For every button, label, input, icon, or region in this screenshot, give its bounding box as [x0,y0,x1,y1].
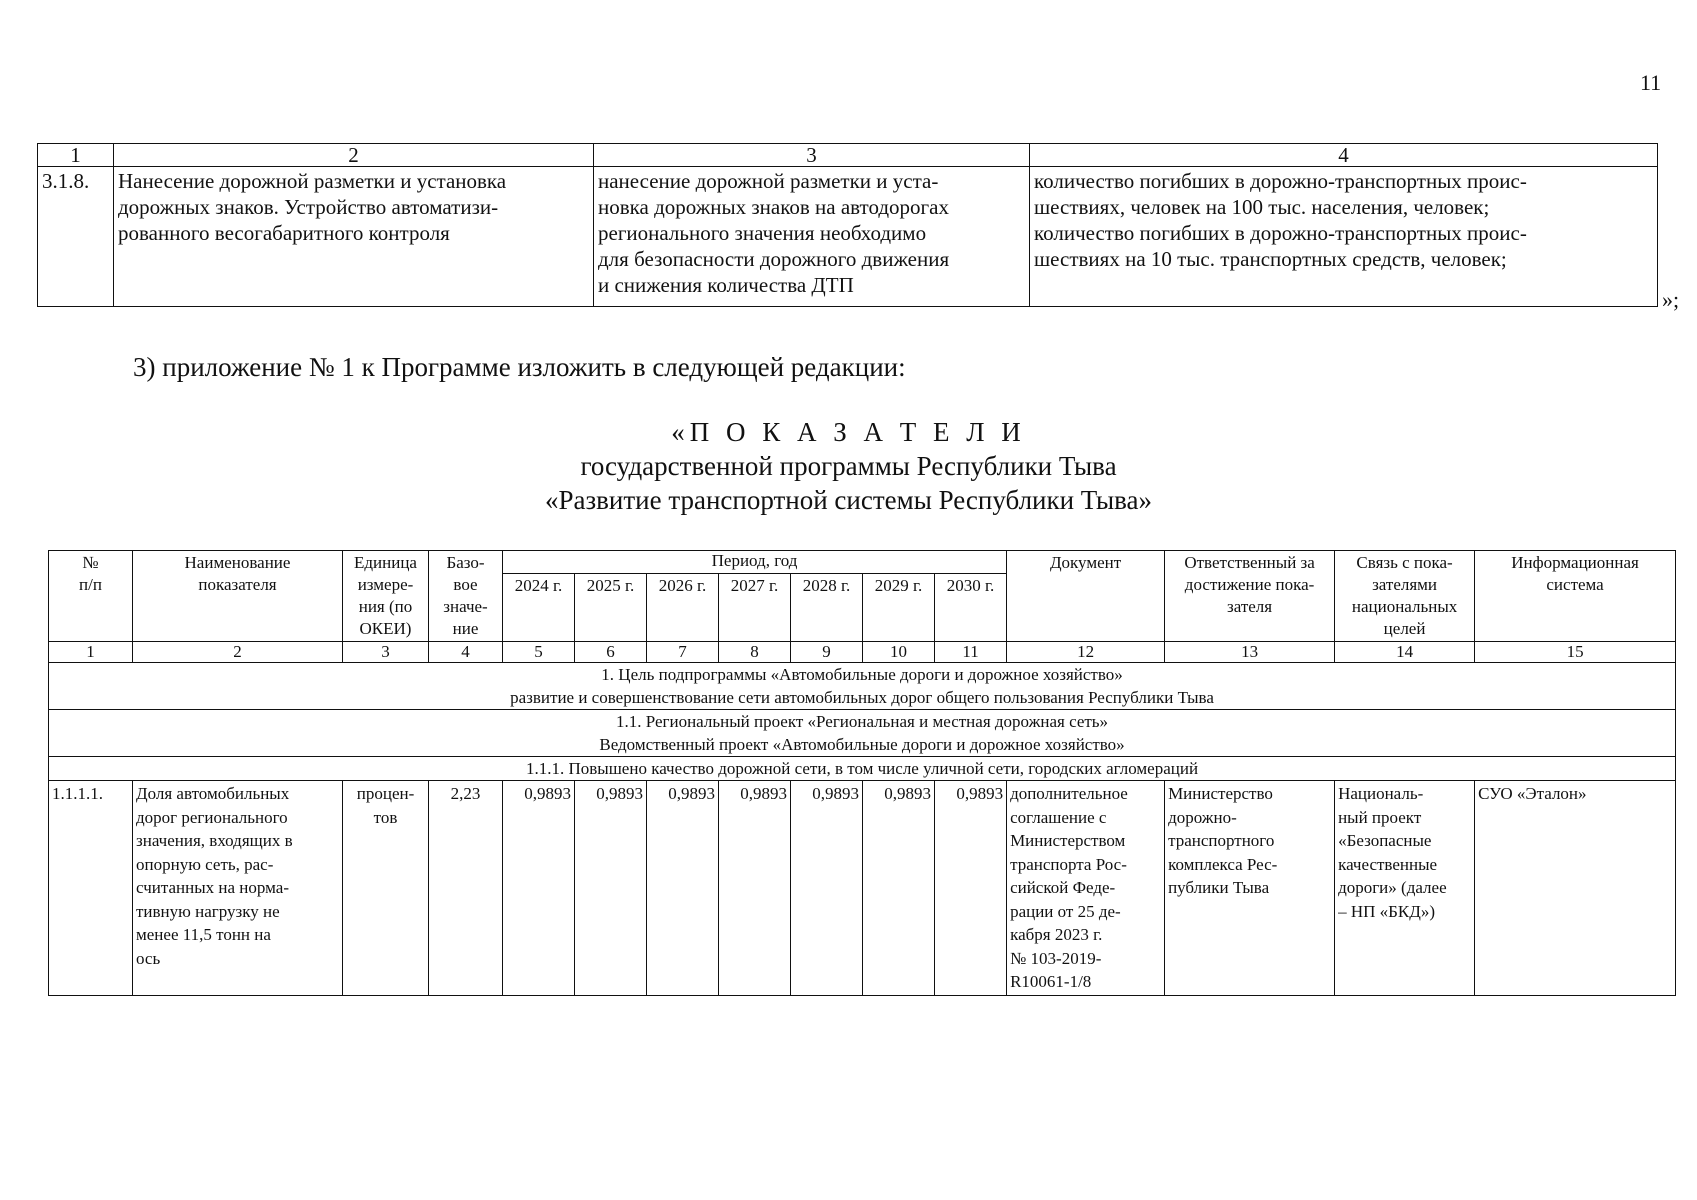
text-line: Доля автомобильных [136,784,290,803]
indicators-table [48,550,1676,996]
year-header: 2024 г. [503,574,575,642]
title-line: «П О К А З А Т Е Л И [671,417,1026,447]
link-cell [1335,781,1475,996]
text-line: шествиях, человек на 100 тыс. населения, человек; [1034,195,1490,219]
text-line: количество погибших в дорожно-транспортных проис- [1034,221,1527,245]
text-line: дорожно- [1168,807,1237,827]
year-value: 0,9893 [935,781,1007,996]
text-line: ось [136,948,161,968]
header-text: национальных [1351,597,1458,616]
text-line: регионального значения необходимо [598,221,927,245]
system-cell: СУО «Эталон» [1475,781,1676,996]
header-text: измере- [357,575,414,594]
responsible-cell [1165,781,1335,996]
header-text: достижение пока- [1184,575,1315,594]
header-text: Базо- [446,553,485,572]
text-line: ный проект [1338,807,1422,827]
section-project [49,710,1676,757]
text-line: кабря 2023 г. [1010,925,1103,944]
header-text: Связь с пока- [1356,553,1453,572]
event-name-cell [114,167,594,307]
column-number: 1 [49,642,133,663]
column-number: 15 [1475,642,1676,663]
column-number: 10 [863,642,935,663]
continuation-header-row [38,144,1658,167]
text-line: комплекса Рес- [1168,854,1278,874]
year-header: 2028 г. [791,574,863,642]
year-value: 0,9893 [719,781,791,996]
year-value: 0,9893 [863,781,935,996]
header-text: ОКЕИ) [359,619,412,638]
header-text: Наименование [184,553,291,572]
header-period: Период, год [503,551,1007,574]
section-task: 1.1.1. Повышено качество дорожной сети, в том числе уличной сети, городских агломераций [49,757,1676,781]
page-number: 11 [1640,70,1662,95]
text-line: Министерство [1168,784,1273,803]
text-line: соглашение с [1010,807,1107,827]
section-text: развитие и совершенствование сети автомобильных дорог общего пользования Республики Тыва [510,688,1214,707]
text-line: сийской Феде- [1010,878,1116,897]
header-text: Единица [354,553,417,572]
header-text: зателя [1227,597,1273,616]
text-line: транспортного [1168,831,1275,850]
table-row [38,167,1658,307]
text-line: и снижения количества ДТП [598,273,854,297]
header-text: целей [1383,619,1426,638]
text-line: значения, входящих в [136,831,293,850]
text-line: новка дорожных знаков на автодорогах [598,195,949,219]
row-number: 3.1.8. [38,167,114,307]
column-number: 7 [647,642,719,663]
closing-quote: »; [1662,287,1680,312]
base-value: 2,23 [429,781,503,996]
header-link [1335,551,1475,642]
header-system [1475,551,1676,642]
table-row [49,781,1676,996]
text-line: Нанесение дорожной разметки и установка [118,169,507,193]
document-title [0,415,1697,517]
title-line: государственной программы Республики Тыва [580,451,1117,481]
text-line: для безопасности дорожного движения [598,247,950,271]
text-line: опорную сеть, рас- [136,854,274,874]
text-line: Министерством [1010,831,1126,850]
text-line: публики Тыва [1168,878,1270,897]
header-text: показателя [198,575,277,594]
header-text: ния (по [358,597,413,616]
column-number: 8 [719,642,791,663]
header-row [49,551,1676,574]
year-header: 2027 г. [719,574,791,642]
text-line: Националь- [1338,784,1424,803]
text-line: тивную нагрузку не [136,901,280,921]
header-cell: 4 [1030,144,1658,167]
text-line: дорожных знаков. Устройство автоматизи- [118,195,499,219]
column-number: 14 [1335,642,1475,663]
row-number: 1.1.1.1. [49,781,133,996]
text-line: рованного весогабаритного контроля [118,221,450,245]
header-base [429,551,503,642]
column-number: 9 [791,642,863,663]
text-line: дорог регионального [136,807,288,827]
header-cell: 3 [594,144,1030,167]
column-number: 5 [503,642,575,663]
text-line: процен- [356,784,415,803]
header-name [133,551,343,642]
text-line: качественные [1338,854,1438,874]
year-header: 2030 г. [935,574,1007,642]
text-line: R10061-1/8 [1010,972,1092,991]
year-header: 2029 г. [863,574,935,642]
text-line: шествиях на 10 тыс. транспортных средств, человек; [1034,247,1507,271]
year-value: 0,9893 [791,781,863,996]
header-cell: 1 [38,144,114,167]
header-text: Информационная [1511,553,1639,572]
section-text: Ведомственный проект «Автомобильные дороги и дорожное хозяйство» [599,735,1125,754]
section-project-row [49,710,1676,757]
header-text: Ответственный за [1184,553,1315,572]
instruction-text: 3) приложение № 1 к Программе изложить в следующей редакции: [133,352,906,382]
text-line: – НП «БКД») [1338,901,1435,921]
indicator-name [133,781,343,996]
section-text: 1.1. Региональный проект «Региональная и местная дорожная сеть» [615,712,1109,731]
column-number: 11 [935,642,1007,663]
document-cell [1007,781,1165,996]
text-line: считанных на норма- [136,878,289,897]
column-number: 6 [575,642,647,663]
header-responsible [1165,551,1335,642]
year-value: 0,9893 [575,781,647,996]
text-line: менее 11,5 тонн на [136,925,271,944]
section-task-row [49,757,1676,781]
continuation-table [37,143,1658,307]
year-header: 2025 г. [575,574,647,642]
header-num [49,551,133,642]
indicators-cell [1030,167,1658,307]
text-line: дороги» (далее [1338,878,1447,897]
text-line: дополнительное [1010,784,1128,803]
header-text: зателями [1372,575,1438,594]
event-description-cell [594,167,1030,307]
text-line: рации от 25 де- [1010,901,1121,921]
text-line: количество погибших в дорожно-транспортных проис- [1034,169,1527,193]
unit-cell [343,781,429,996]
column-numbers-row [49,642,1676,663]
header-document: Документ [1007,551,1165,642]
text-line: нанесение дорожной разметки и уста- [598,169,939,193]
column-number: 4 [429,642,503,663]
section-goal-row [49,663,1676,710]
column-number: 3 [343,642,429,663]
year-value: 0,9893 [647,781,719,996]
text-line: транспорта Рос- [1010,854,1127,874]
column-number: 12 [1007,642,1165,663]
section-goal [49,663,1676,710]
header-cell: 2 [114,144,594,167]
header-text: значе- [443,597,488,616]
header-unit [343,551,429,642]
column-number: 2 [133,642,343,663]
title-line: «Развитие транспортной системы Республики Тыва» [545,485,1152,515]
header-text: ние [452,619,479,638]
year-header: 2026 г. [647,574,719,642]
header-text: система [1546,575,1604,594]
text-line: № 103-2019- [1010,948,1102,968]
column-number: 13 [1165,642,1335,663]
header-text: вое [453,575,478,594]
section-text: 1. Цель подпрограммы «Автомобильные дороги и дорожное хозяйство» [601,665,1123,684]
header-text: № [82,553,99,572]
header-text: п/п [79,575,102,594]
text-line: «Безопасные [1338,831,1432,850]
text-line: тов [373,807,398,827]
year-value: 0,9893 [503,781,575,996]
